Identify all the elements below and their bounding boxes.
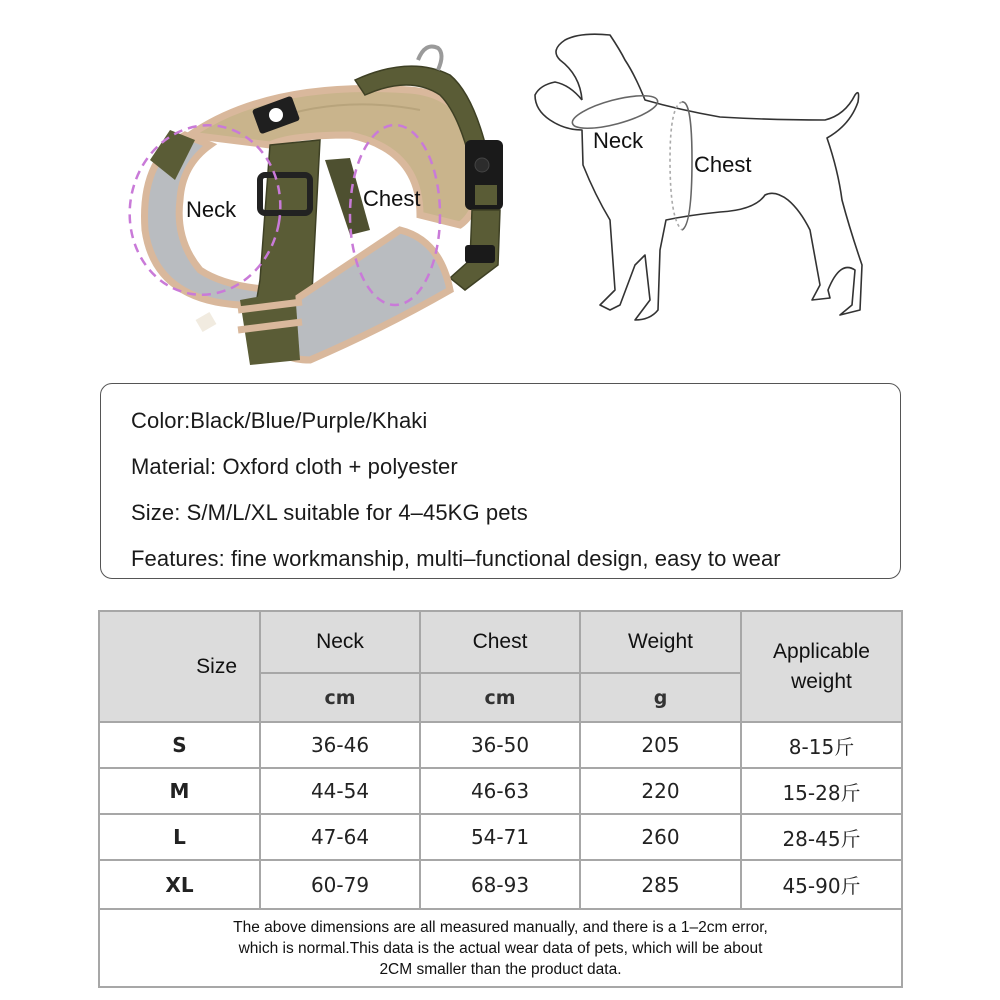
harness-product-image [120,40,520,370]
cell-applicable: 45-90斤 [741,860,902,909]
header-size: Size [99,611,260,722]
harness-illustration-icon [120,40,520,370]
header-neck: Neck [260,611,420,673]
cell-weight: 205 [580,722,741,768]
dog-chest-label: Chest [694,152,752,177]
cell-applicable: 15-28斤 [741,768,902,814]
cell-size: XL [99,860,260,909]
harness-neck-label: Neck [186,197,237,222]
note-line-2: which is normal.This data is the actual wear data of pets, which will be about [238,939,763,957]
header-weight: Weight [580,611,741,673]
cell-applicable: 28-45斤 [741,814,902,860]
table-row [99,722,902,768]
spec-material: Material: Oxford cloth + polyester [131,454,458,479]
unit-neck: cm [260,673,420,722]
cell-neck: 60-79 [260,860,420,909]
measurement-note [99,909,902,987]
cell-size: S [99,722,260,768]
cell-chest: 68-93 [420,860,580,909]
cell-neck: 44-54 [260,768,420,814]
cell-neck: 47-64 [260,814,420,860]
table-row [99,860,902,909]
cell-size: M [99,768,260,814]
cell-weight: 260 [580,814,741,860]
note-line-1: The above dimensions are all measured manually, and there is a 1–2cm error, [233,918,768,936]
cell-chest: 46-63 [420,768,580,814]
cell-size: L [99,814,260,860]
header-applicable-line1: Applicable [773,639,870,663]
table-row [99,814,902,860]
cell-chest: 36-50 [420,722,580,768]
spec-color: Color:Black/Blue/Purple/Khaki [131,408,428,433]
cell-weight: 285 [580,860,741,909]
header-applicable-weight [741,611,902,722]
unit-weight: g [580,673,741,722]
header-applicable-line2: weight [791,669,852,693]
dog-neck-label: Neck [593,128,644,153]
table-note-row [99,909,902,987]
note-line-3: 2CM smaller than the product data. [379,960,622,978]
unit-chest: cm [420,673,580,722]
spec-features: Features: fine workmanship, multi–functional design, easy to wear [131,546,781,571]
table-row [99,768,902,814]
cell-applicable: 8-15斤 [741,722,902,768]
table-header-row [99,611,902,673]
cell-chest: 54-71 [420,814,580,860]
cell-neck: 36-46 [260,722,420,768]
spec-size: Size: S/M/L/XL suitable for 4–45KG pets [131,500,528,525]
dog-outline-icon [520,20,880,340]
dog-measurement-diagram [520,20,880,340]
product-specs-box [100,383,901,579]
header-chest: Chest [420,611,580,673]
harness-chest-label: Chest [363,186,421,211]
cell-weight: 220 [580,768,741,814]
buckle-icon [465,140,503,210]
size-chart-table [98,610,903,988]
